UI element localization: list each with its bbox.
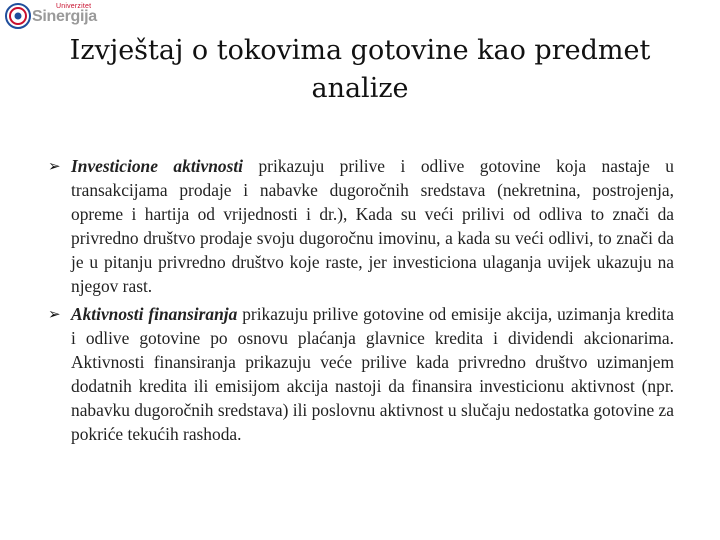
- bullet-term: Aktivnosti finansiranja: [71, 304, 238, 325]
- logo-top-text: Univerzitet: [56, 3, 92, 10]
- bullet-item-investing: [48, 155, 674, 298]
- bullet-item-financing: [48, 303, 674, 446]
- arrow-bullet-icon: ➢: [48, 157, 61, 175]
- slide-content: [48, 155, 674, 452]
- logo-name: Sinergija: [32, 8, 97, 25]
- bullet-term: Investicione aktivnosti: [71, 156, 243, 176]
- slide-title: Izvještaj o tokovima gotovine kao predmet analize: [69, 35, 651, 104]
- arrow-bullet-icon: ➢: [48, 305, 61, 324]
- bullet-text: prikazuju prilive gotovine od emisije akcija, uzimanja kredita i odlive gotovine po osnovu plaćanja glavnice kredita i dividendi akcionarima. Aktivnosti finansiranja prikazuju veće prilive kada privredno društvo uzimanjem dodatnih kredita ili emisijom akcija nastoji da finansira investicionu aktivnost (npr. nabavku dugoročnih sredstava) ili poslovnu aktivnost u slučaju nedostatka gotovine za pokriće tekućih rashoda.: [71, 304, 674, 444]
- sinergija-emblem-icon: [4, 2, 32, 30]
- bullet-text: prikazuju prilive i odlive gotovine koja nastaje u transakcijama prodaje i nabavke dugoročnih sredstava (nekretnina, postrojenja, opreme i hartija od vrijednosti i dr.), Kada su veći prilivi od odliva to znači da privredno društvo prodaje svoju dugoročnu imovinu, a kada su veći odlivi, to znači da je u pitanju privredno društvo koje raste, jer investiciona ulaganja uvijek ukazuju na njegov rast.: [71, 156, 674, 296]
